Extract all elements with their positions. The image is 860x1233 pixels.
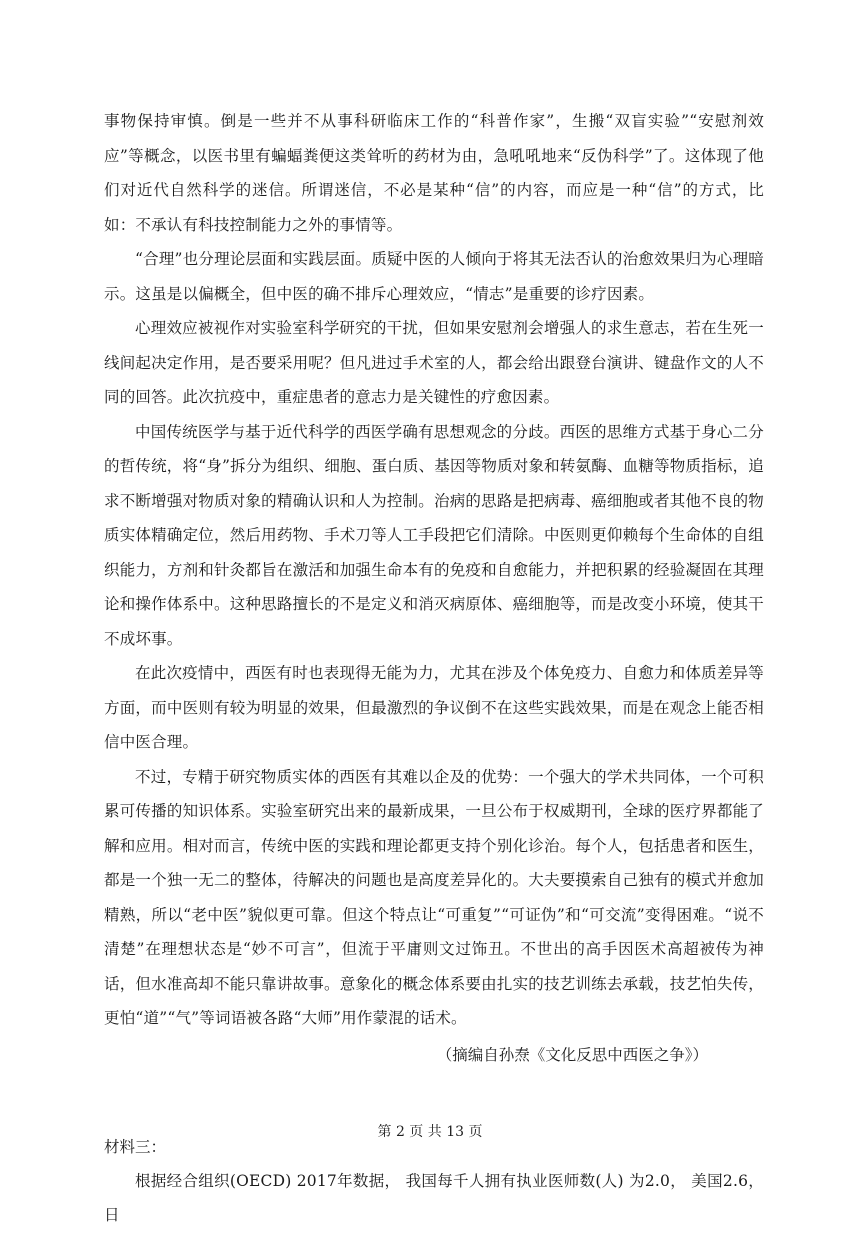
document-body [104,104,764,1233]
section-heading: 材料三： [104,1137,167,1156]
page-footer: 第 2 页 共 13 页 [377,1124,483,1140]
paragraph-6: 不过，专精于研究物质实体的西医有其难以企及的优势：一个强大的学术共同体，一个可积累可传播的知识体系。实验室研究出来的最新成果，一旦公布于权威期刊，全球的医疗界都能了解和应用。相对而言，传统中医的实践和理论都更支持个别化诊治。每个人，包括患者和医生，都是一个独一无二的整体，待解决的问题也是高度差异化的。大夫要摸索自己独有的模式并愈加精熟，所以“老中医”貌似更可靠。但这个特点让“可重复”“可证伪”和“可交流”变得困难。“说不清楚”在理想状态是“妙不可言”，但流于平庸则文过饰丑。不世出的高手因医术高超被传为神话，但水准高却不能只靠讲故事。意象化的概念体系要由扎实的技艺训练去承载，技艺怕失传，更怕“道”“气”等词语被各路“大师”用作蒙混的话术。 [104,767,764,1027]
paragraph-4: 中国传统医学与基于近代科学的西医学确有思想观念的分歧。西医的思维方式基于身心二分的哲传统，将“身”拆分为组织、细胞、蛋白质、基因等物质对象和转氨酶、血糖等物质指标，追求不断增强对物质对象的精确认识和人为控制。治病的思路是把病毒、癌细胞或者其他不良的物质实体精确定位，然后用药物、手术刀等人工手段把它们清除。中医则更仰赖每个生命体的自组织能力，方剂和针灸都旨在激活和加强生命本有的免疫和自愈能力，并把积累的经验凝固在其理论和操作体系中。这种思路擅长的不是定义和消灭病原体、癌细胞等，而是改变小环境，使其干不成坏事。 [104,422,764,648]
paragraph-1: 事物保持审慎。倒是一些并不从事科研临床工作的“科普作家”，生搬“双盲实验”“安慰剂效应”等概念，以医书里有蝙蝠粪便这类耸听的药材为由，急吼吼地来“反伪科学”了。这体现了他们对近代自然科学的迷信。所谓迷信，不必是某种“信”的内容，而应是一种“信”的方式，比如：不承认有科技控制能力之外的事情等。 [104,112,764,234]
paragraph-material-3: 根据经合组织(OECD) 2017年数据， 我国每千人拥有执业医师数(人) 为2.0， 美国2.6，日 [104,1171,764,1224]
paragraph-5: 在此次疫情中，西医有时也表现得无能为力，尤其在涉及个体免疫力、自愈力和体质差异等方面，而中医则有较为明显的效果，但最激烈的争议倒不在这些实践效果，而是在观念上能否相信中医合理。 [104,664,764,751]
paragraph-2: “合理”也分理论层面和实践层面。质疑中医的人倾向于将其无法否认的治愈效果归为心理暗示。这虽是以偏概全，但中医的确不排斥心理效应，“情志”是重要的诊疗因素。 [104,250,764,303]
paragraph-3: 心理效应被视作对实验室科学研究的干扰，但如果安慰剂会增强人的求生意志，若在生死一线间起决定作用，是否要采用呢？但凡进过手术室的人，都会给出跟登台演讲、键盘作文的人不同的回答。此次抗疫中，重症患者的意志力是关键性的疗愈因素。 [104,319,764,406]
source-citation: （摘编自孙焘《文化反思中西医之争》） [436,1045,708,1064]
